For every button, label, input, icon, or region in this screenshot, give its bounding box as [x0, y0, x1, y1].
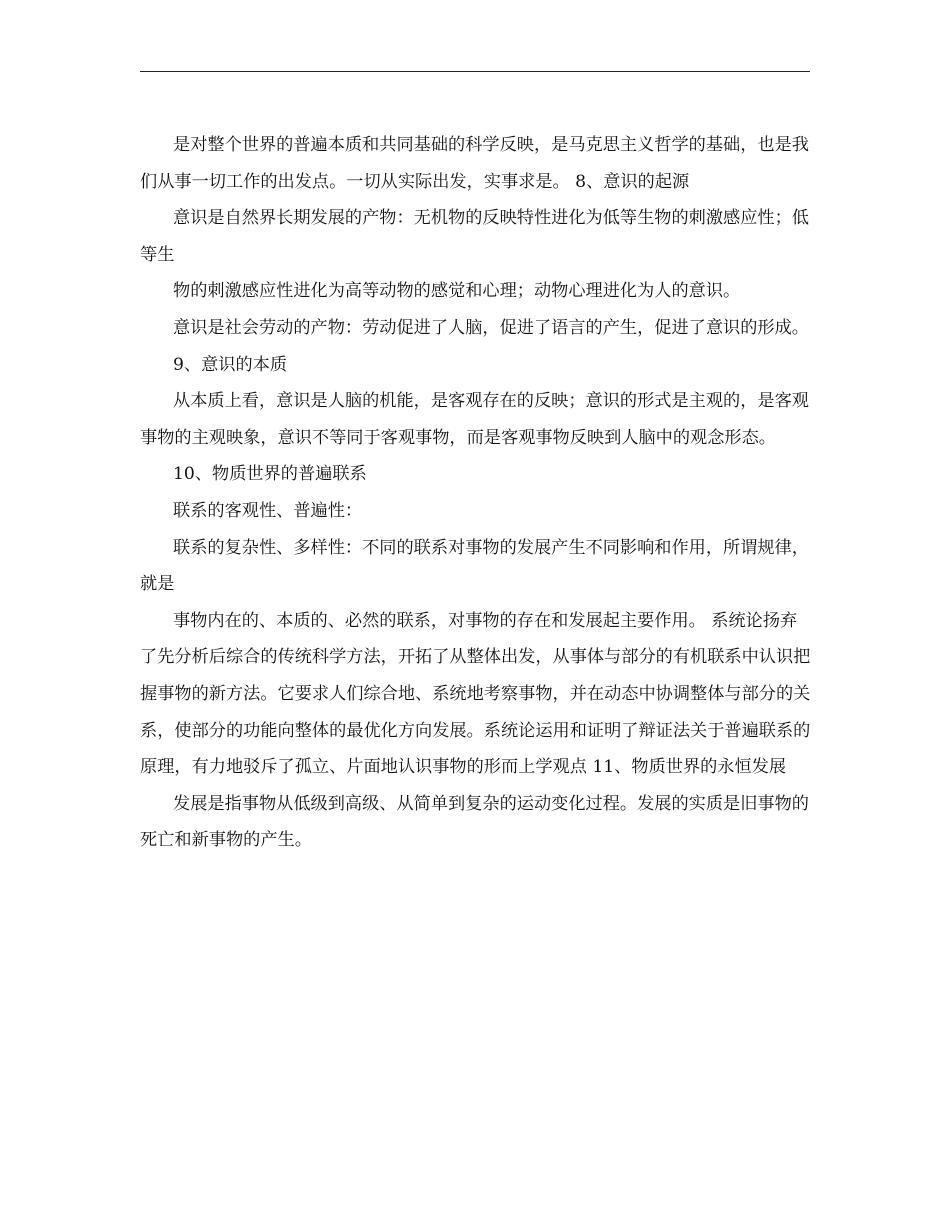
section-heading: 10、物质世界的普遍联系 — [173, 464, 367, 485]
header-divider-line — [140, 71, 810, 72]
paragraph: 意识是社会劳动的产物：劳动促进了人脑，促进了语言的产生，促进了意识的形成。 — [173, 317, 809, 338]
document-body — [140, 127, 812, 859]
paragraph: 事物内在的、本质的、必然的联系，对事物的存在和发展起主要作用。 系统论扬弃了先分析后综合的传统科学方法，开拓了从整体出发，从事体与部分的有机联系中认识把握事物的新方法。它要求人们综合地、系统地考察事物，并在动态中协调整体与部分的关系，使部分的功能向整体的最优化方向发展。系统论运用和证明了辩证法关于普遍联系的原理，有力地驳斥了孤立、片面地认识事物的形而上学观点 11、物质世界的永恒发展 — [140, 610, 811, 778]
paragraph: 物的刺激感应性进化为高等动物的感觉和心理；动物心理进化为人的意识。 — [173, 281, 741, 302]
paragraph: 联系的复杂性、多样性：不同的联系对事物的发展产生不同影响和作用，所谓规律，就是 — [140, 537, 809, 595]
paragraph: 是对整个世界的普遍本质和共同基础的科学反映，是马克思主义哲学的基础，也是我们从事一切工作的出发点。一切从实际出发，实事求是。 8、意识的起源 — [140, 135, 809, 192]
section-heading: 9、意识的本质 — [173, 354, 288, 375]
paragraph: 发展是指事物从低级到高级、从简单到复杂的运动变化过程。发展的实质是旧事物的死亡和新事物的产生。 — [140, 793, 809, 851]
paragraph: 联系的客观性、普遍性： — [173, 500, 363, 521]
paragraph: 从本质上看，意识是人脑的机能，是客观存在的反映；意识的形式是主观的，是客观事物的主观映象，意识不等同于客观事物，而是客观事物反映到人脑中的观念形态。 — [140, 391, 809, 448]
paragraph: 意识是自然界长期发展的产物：无机物的反映特性进化为低等生物的刺激感应性；低等生 — [140, 208, 809, 265]
